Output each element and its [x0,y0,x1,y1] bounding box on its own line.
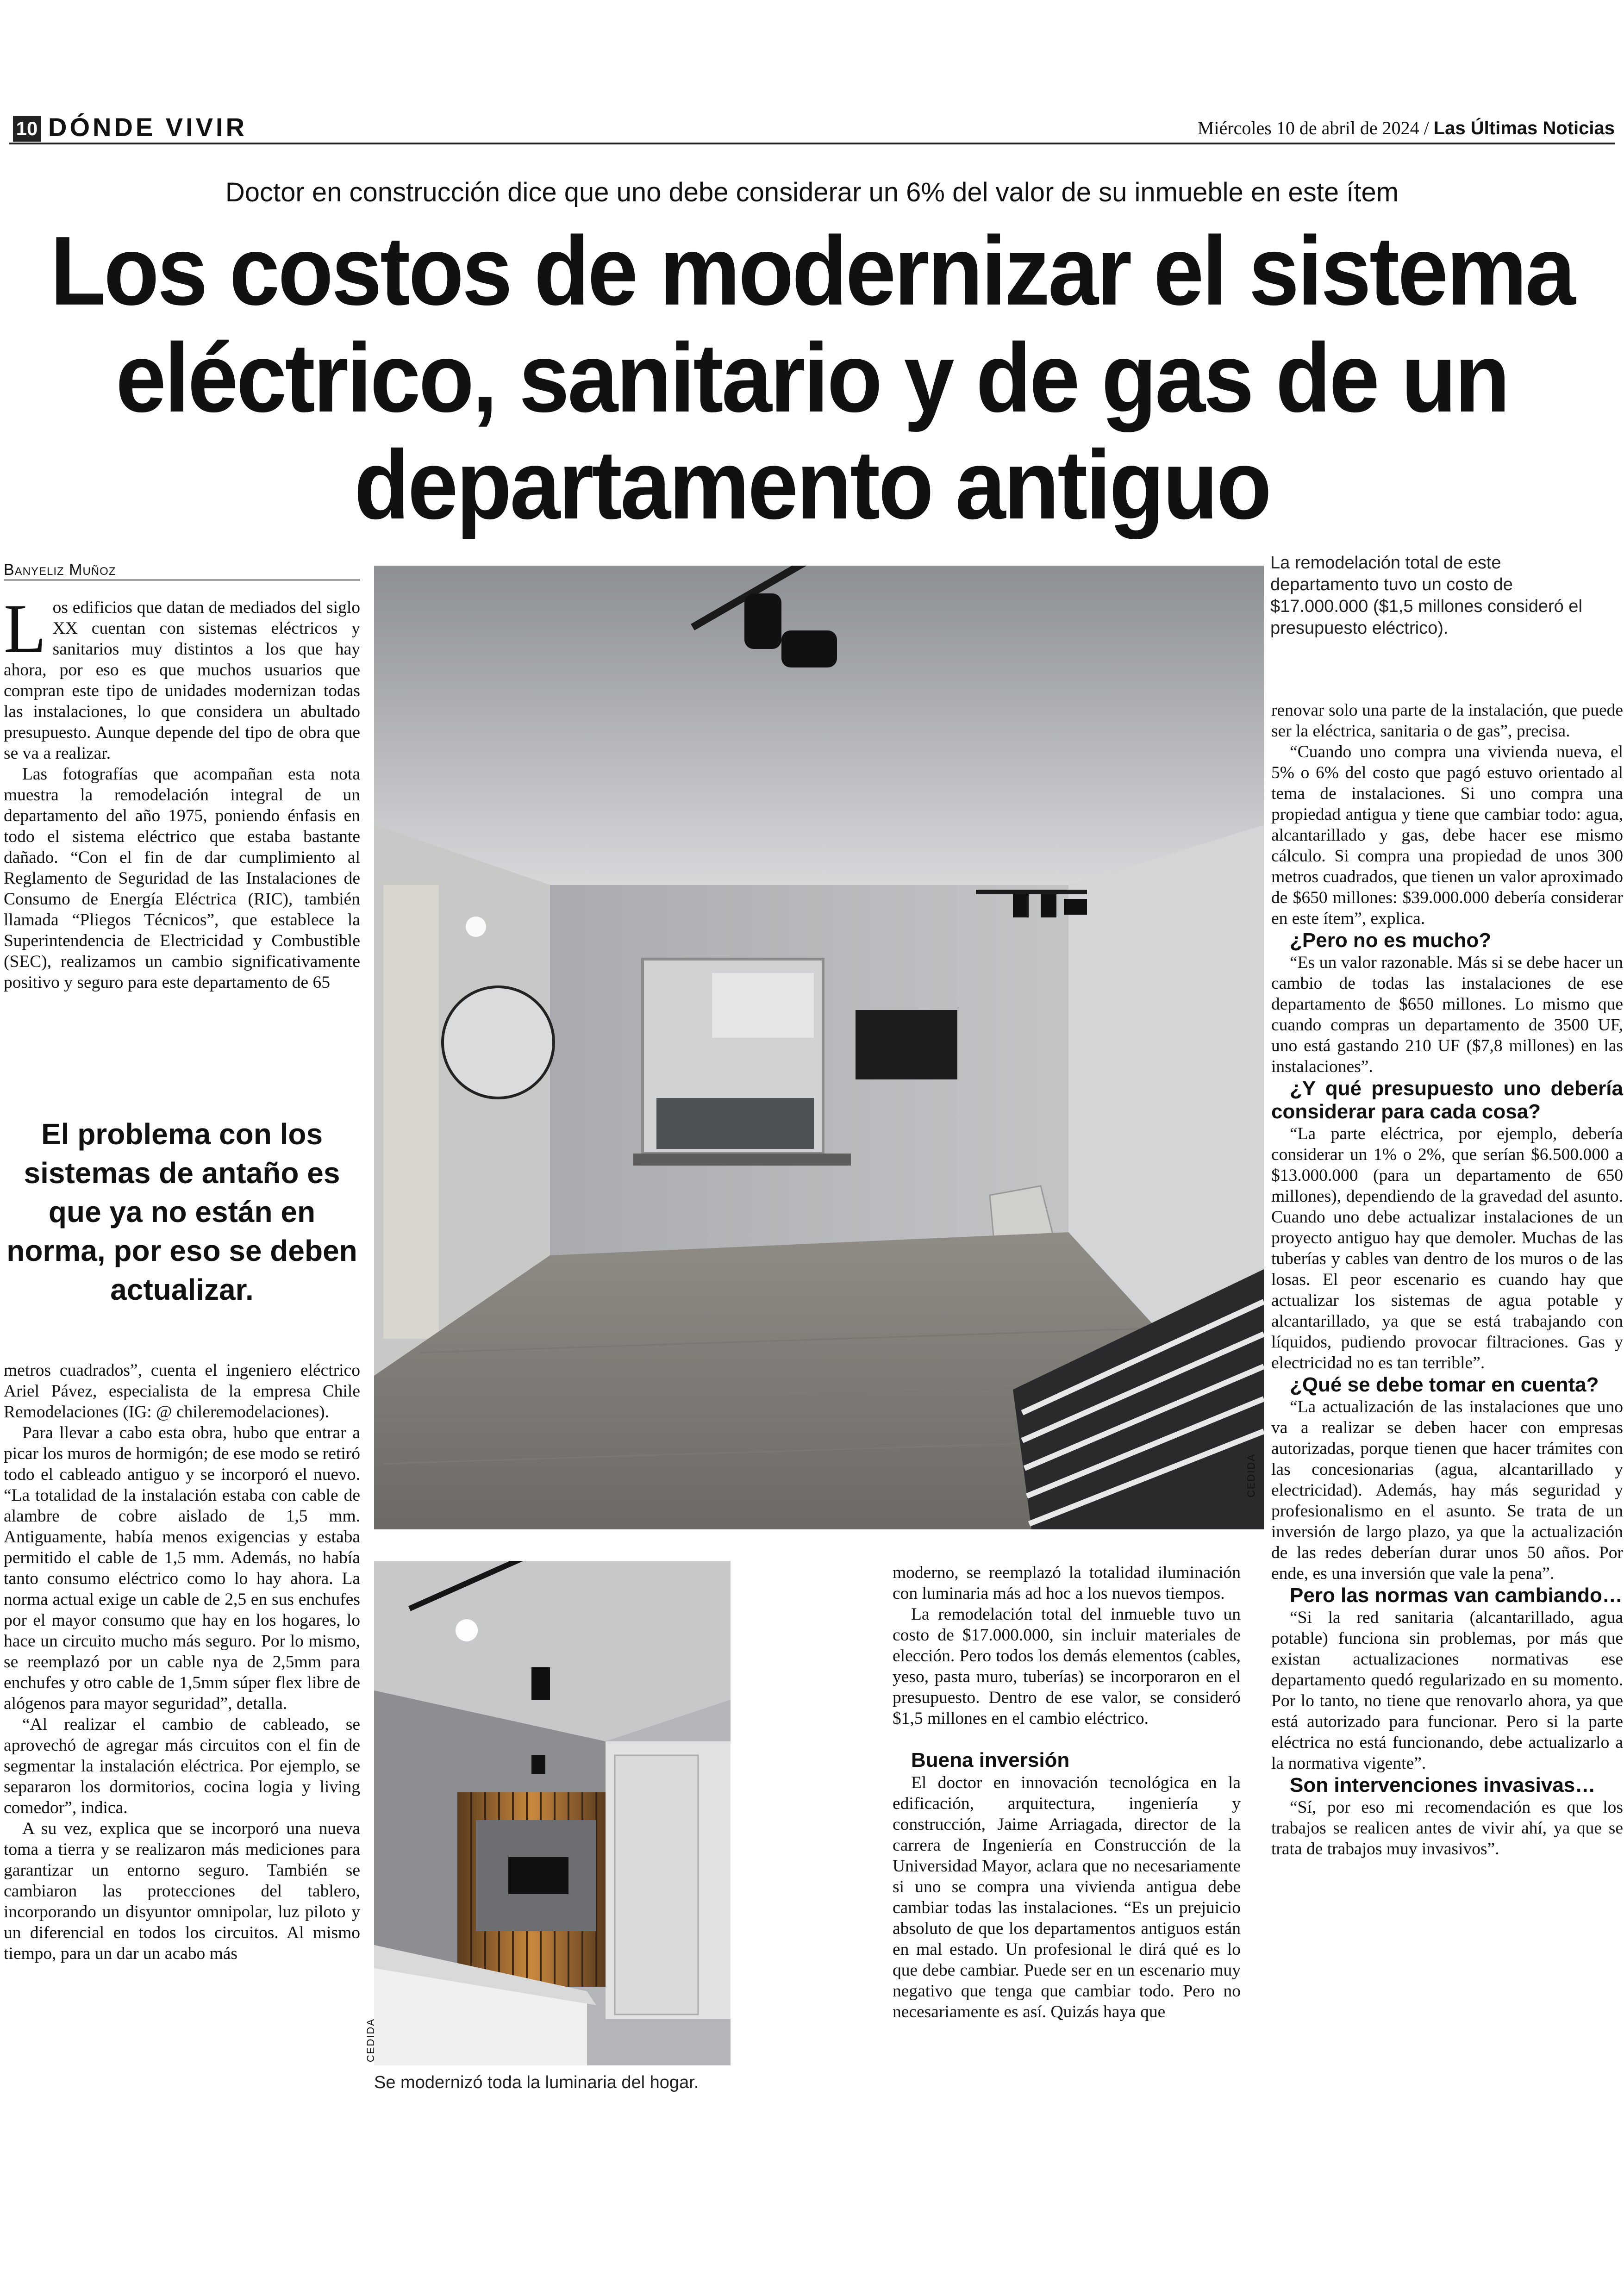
main-photo-credit: CEDIDA [1245,1453,1257,1498]
paragraph: El doctor en innovación tecnológica en la edificación, arquitectura, ingeniería y construcción, Jaime Arriagada, director de la carrera de Ingeniería en Construcción de la Universidad Mayor, aclara que no necesariamente si uno se compra una vivienda antigua debe cambiar todas las instalaciones. “Es un prejuicio absoluto de que los departamentos antiguos están en mal estado. Un profesional le dirá qué es lo que debe cambiar. Puede ser en un escenario muy negativo que tenga que cambiar todo. Pero no necesariamente es así. Quizás haya que [893,1773,1241,2021]
column-3 [893,1562,1241,2022]
main-photo-caption: La remodelación total de este departamento tuvo un costo de $17.000.000 ($1,5 millones consideró el presupuesto eléctrico). [1270,553,1582,638]
byline: Banyeliz Muñoz [4,561,116,579]
paragraph: La remodelación total del inmueble tuvo un costo de $17.000.000, sin incluir materiales de elección. Pero todos los demás elementos (cables, yeso, pasta muro, tuberías) se incorporaron en el presupuesto. Dentro de ese valor, se consideró $1,5 millones en el cambio eléctrico. [893,1605,1241,1728]
paragraph: Para llevar a cabo esta obra, hubo que entrar a picar los muros de hormigón; de ese modo se retiró todo el cableado antiguo y se incorporó el nuevo. “La totalidad de la instalación estaba con cable de alambre de cobre aislado de 1,5 mm. Antiguamente, había menos exigencias y estaba permitido el cable de 1,5 mm. Además, no había tanto consumo eléctrico como lo hay ahora. La norma actual exige un cable de 2,5 en sus enchufes por el mayor consumo que hay en los hogares, lo hace un circuito mucho más seguro. Por lo mismo, se reemplazó por un cable nya de 2,5mm para enchufes y otro cable de 1,5mm súper flex libre de alógenos para mayor seguridad”, detalla. [4,1423,360,1713]
kicker: Doctor en construcción dice que uno debe considerar un 6% del valor de su inmueble en este ítem [225,177,1399,207]
publication-name: Las Últimas Noticias [1433,118,1615,138]
paragraph: renovar solo una parte de la instalación, que puede ser la eléctrica, sanitaria o de gas”, precisa. [1271,701,1623,741]
paragraph: “La parte eléctrica, por ejemplo, debería considerar un 1% o 2%, que serían $6.500.000 a $13.000.000 (para un departamento de 650 millones), dependiendo de la gravedad del asunto. Cuando uno debe actualizar instalaciones de un proyecto antiguo hay que demoler. Muchas de las tuberías y cables van dentro de los muros o de las losas. El peor escenario es cuando hay que actualizar los sistemas de agua potable y alcantarillado, ya que se está trabajando con líquidos, pudiendo provocar filtraciones. Gas y electricidad no es tan terrible”. [1271,1124,1623,1372]
headline-line-2: eléctrico, sanitario y de gas de un [116,323,1508,433]
question-normas-cambiando: Pero las normas van cambiando… [1290,1584,1623,1607]
paragraph: metros cuadrados”, cuenta el ingeniero eléctrico Ariel Pávez, especialista de la empresa Chile Remodelaciones (IG: @ chileremodelaciones). [4,1361,360,1422]
question-pero-no-es-mucho: ¿Pero no es mucho? [1290,929,1492,952]
column-4 [1271,700,1623,1859]
paragraph: A su vez, explica que se incorporó una nueva toma a tierra y se realizaron más mediciones para garantizar un entorno seguro. También se cambiaron las protecciones del tablero, incorporando un disyuntor omnipolar, luz piloto y un diferencial en todos los circuitos. Al mismo tiempo, para un dar un acabo más [4,1819,360,1963]
living-room-illustration [374,566,1264,1529]
page-number: 10 [13,116,41,142]
paragraph: “Al realizar el cambio de cableado, se aprovechó de agregar más circuitos con el fin de segmentar la instalación eléctrica. Por ejemplo, se separaron los dormitorios, cocina logia y living comedor”, indica. [4,1715,360,1817]
paragraph: “La actualización de las instalaciones que uno va a realizar se deben hacer con empresas autorizadas, porque tienen que hacer trámites con las concesionarias (agua, alcantarillado y electricidad). Además, hay más seguridad y profesionalismo en el asunto. Se trata de un inversión de largo plazo, ya que la actualización de las redes deberían durar unos 50 años. Por ende, es una inversión que vale la pena”. [1271,1397,1623,1583]
main-photo [374,566,1264,1529]
headline-line-3: departamento antiguo [354,430,1270,540]
paragraph: “Si la red sanitaria (alcantarillado, agua potable) funciona sin problemas, por más que existan actualizaciones normativas ese departamento quedó regularizado en su momento. Por lo tanto, no tiene que renovarlo ahora, ya que está autorizado para funcionar. Pero si la parte eléctrica no está funcionando, debe actualizarlo a la normativa vigente”. [1271,1608,1623,1773]
second-photo [374,1561,731,2065]
paragraph: “Cuando uno compra una vivienda nueva, el 5% o 6% del costo que pagó estuvo orientado al tema de instalaciones. Si uno compra una propiedad antigua y tiene que cambiar todo: agua, alcantarillado y gas, debe hacer ese mismo cálculo. Si compra una propiedad de unos 300 metros cuadrados, que tienen un valor aproximado de $650 millones: $39.000.000 debería considerar en este ítem”, explica. [1271,742,1623,928]
paragraph: moderno, se reemplazó la totalidad iluminación con luminaria más ad hoc a los nuevos tiempos. [893,1563,1241,1603]
question-intervenciones-invasivas: Son intervenciones invasivas… [1290,1774,1596,1796]
header-separator: / [1424,118,1429,138]
section-name: DÓNDE VIVIR [48,112,248,142]
paragraph-text: os edificios que datan de mediados del siglo XX cuentan con sistemas eléctricos y sanitarios muy distintos a los que hay ahora, por eso es que muchos usuarios que compran este tipo de unidades modernizan todas las instalaciones, lo que considera un abultado presupuesto. Aunque depende del tipo de obra que se va a realizar. [4,598,360,763]
paragraph: “Es un valor razonable. Más si se debe hacer un cambio de todas las instalaciones de ese departamento de $650 millones. Lo mismo que cuando compras un departamento de 3500 UF, uno está gastando 210 UF ($7,8 millones) en las instalaciones”. [1271,953,1623,1076]
question-tomar-en-cuenta: ¿Qué se debe tomar en cuenta? [1290,1373,1599,1396]
column-1-lower [4,1360,360,1964]
issue-info [1198,117,1615,140]
subhead-buena-inversion: Buena inversión [911,1749,1070,1771]
paragraph [4,590,360,764]
paragraph: Las fotografías que acompañan esta nota muestra la remodelación integral de un departamento del año 1975, poniendo énfasis en todo el sistema eléctrico que estaba bastante dañado. “Con el fin de dar cumplimiento al Reglamento de Seguridad de las Instalaciones de Consumo de Energía Eléctrica (RIC), también llamada “Pliegos Técnicos”, que establece la Superintendencia de Electricidad y Combustible (SEC), realizamos un cambio significativamente positivo y seguro para este departamento de 65 [4,765,360,992]
paragraph: “Sí, por eso mi recomendación es que los trabajos se realicen antes de vivir ahí, ya que se trata de trabajos muy invasivos”. [1271,1798,1623,1858]
headline-line-1: Los costos de modernizar el sistema [50,216,1574,326]
bedroom-illustration [374,1561,731,2065]
second-photo-credit: CEDIDA [365,2018,376,2063]
question-presupuesto: ¿Y qué presupuesto uno debería considerar para cada cosa? [1271,1077,1623,1123]
pull-quote: El problema con los sistemas de antaño es que ya no están en norma, por eso se deben actualizar. [6,1117,357,1306]
headline [0,218,1624,538]
second-photo-caption: Se modernizó toda la luminaria del hogar. [374,2073,699,2092]
issue-date: Miércoles 10 de abril de 2024 [1197,118,1419,138]
drop-cap: L [4,590,46,667]
column-1-upper [4,590,360,993]
header-rule [9,143,1615,144]
